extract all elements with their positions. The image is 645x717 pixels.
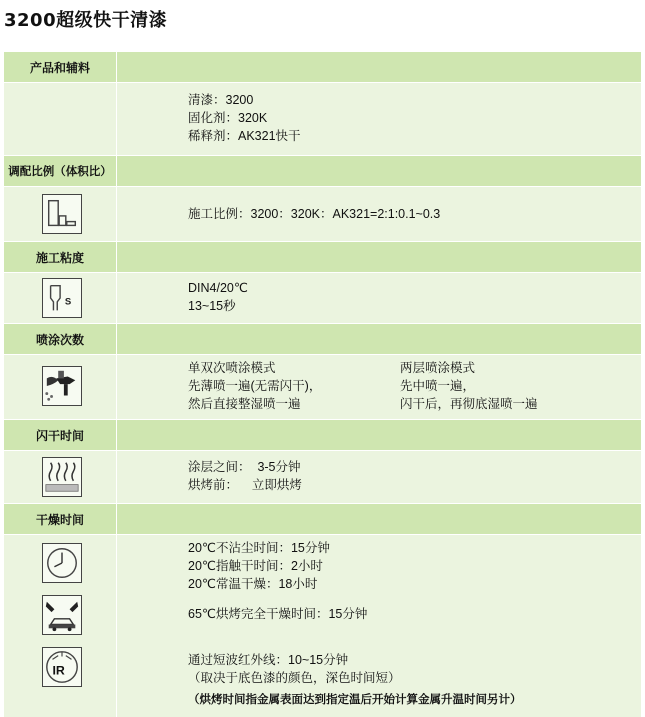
infrared-note: （取决于底色漆的颜色，深色时间短） xyxy=(188,671,401,685)
infrared-dry-time: 通过短波红外线：10~15分钟 xyxy=(188,653,349,667)
infrared-icon-label: IR xyxy=(52,663,65,678)
viscosity-cup-icon xyxy=(42,278,82,318)
section-header-viscosity xyxy=(4,242,641,272)
spray-gun-icon xyxy=(42,366,82,406)
flash-between-coats: 涂层之间： 3-5分钟 xyxy=(188,460,301,474)
viscosity-seconds: 13~15秒 xyxy=(188,299,236,313)
room-temp-dry-time: 20℃常温干燥：18小时 xyxy=(188,577,318,591)
flash-before-bake: 烘烤前： 立即烘烤 xyxy=(188,478,302,492)
dust-free-time: 20℃不沾尘时间：15分钟 xyxy=(188,541,330,555)
icon-cell-products xyxy=(4,83,117,155)
section-label-viscosity: 施工粘度 xyxy=(4,242,117,272)
two-layer-mode-step2: 闪干后，再彻底湿喷一遍 xyxy=(400,397,538,411)
touch-dry-time: 20℃指触干时间：2小时 xyxy=(188,559,323,573)
section-body-ratio xyxy=(4,187,641,241)
page-title: 3200超级快干清漆 xyxy=(4,10,168,31)
section-body-spray xyxy=(4,355,641,419)
product-clearcoat: 清漆：3200 xyxy=(188,93,254,107)
two-layer-mode-title: 两层喷涂模式 xyxy=(400,361,476,375)
section-body-dry xyxy=(4,535,641,717)
section-label-dry: 干燥时间 xyxy=(4,504,117,534)
section-header-ratio xyxy=(4,156,641,186)
mixing-ratio-icon xyxy=(42,194,82,234)
bake-car-icon xyxy=(42,595,82,635)
section-label-flash: 闪干时间 xyxy=(4,420,117,450)
section-header-spray xyxy=(4,324,641,354)
single-double-mode-step2: 然后直接整湿喷一遍 xyxy=(188,397,301,411)
infrared-lamp-icon xyxy=(42,647,82,687)
viscosity-icon-letter: S xyxy=(64,296,72,308)
section-header-flash xyxy=(4,420,641,450)
section-header-dry xyxy=(4,504,641,534)
two-layer-mode-step1: 先中喷一遍， xyxy=(400,379,476,393)
section-header-products xyxy=(4,52,641,82)
section-label-spray: 喷涂次数 xyxy=(4,324,117,354)
flash-off-icon xyxy=(42,457,82,497)
product-thinner: 稀释剂：AK321快干 xyxy=(188,129,301,143)
section-label-ratio: 调配比例（体积比） xyxy=(4,156,117,186)
section-body-products xyxy=(4,83,641,155)
clock-icon xyxy=(42,543,82,583)
product-hardener: 固化剂：320K xyxy=(188,111,268,125)
viscosity-standard: DIN4/20℃ xyxy=(188,281,248,295)
single-double-mode-title: 单双次喷涂模式 xyxy=(188,361,276,375)
single-double-mode-step1: 先薄喷一遍(无需闪干)， xyxy=(188,379,322,393)
section-body-viscosity xyxy=(4,273,641,323)
section-body-flash xyxy=(4,451,641,503)
bake-time-footnote: （烘烤时间指金属表面达到指定温后开始计算金属升温时间另计） xyxy=(188,694,522,706)
bake-dry-time: 65℃烘烤完全干燥时间：15分钟 xyxy=(188,607,368,621)
section-label-products: 产品和辅料 xyxy=(4,52,117,82)
mix-ratio-text: 施工比例：3200：320K：AK321=2:1:0.1~0.3 xyxy=(188,207,441,221)
